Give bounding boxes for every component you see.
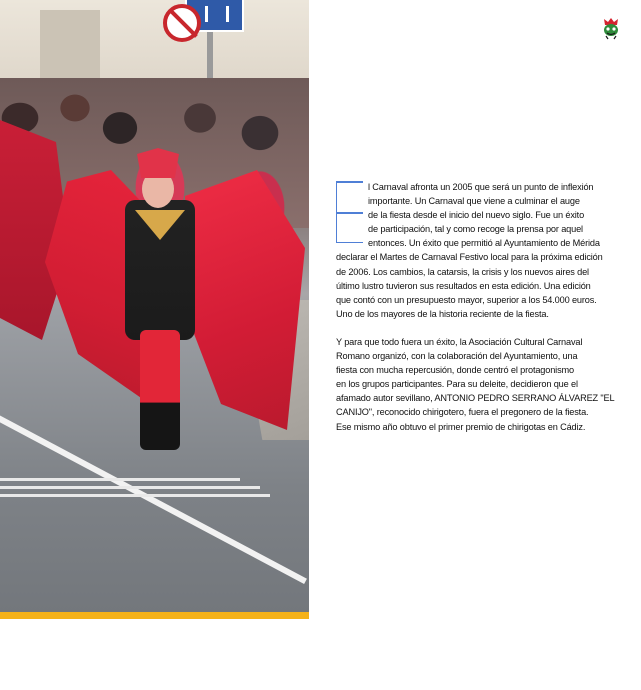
text-line: l Carnaval afronta un 2005 que será un punto de inflexión: [368, 182, 594, 192]
text-line: afamado autor sevillano, ANTONIO PEDRO SERRANO ÁLVAREZ "EL: [336, 393, 615, 404]
text-line: declarar el Martes de Carnaval Festivo local para la próxima edición: [336, 252, 603, 263]
paragraph-2: [336, 335, 615, 434]
text-line: importante. Un Carnaval que viene a culminar el auge: [368, 196, 580, 207]
text-line: de la fiesta desde el inicio del nuevo siglo. Fue un éxito: [368, 210, 585, 221]
text-line: que contó con un presupuesto mayor, superior a los 54.000 euros.: [336, 294, 597, 305]
carnival-mask-logo-icon: [600, 16, 622, 40]
text-line: de participación, tal y como recoge la prensa por aquel: [368, 224, 583, 235]
text-line: último lustro tuvieron sus resultados en esta edición. Una edición: [336, 280, 591, 291]
accent-bar: [0, 612, 309, 619]
text-line: entonces. Un éxito que permitió al Ayuntamiento de Mérida: [368, 238, 600, 249]
text-line: Y para que todo fuera un éxito, la Asociación Cultural Carnaval: [336, 336, 583, 347]
article-text: [336, 180, 615, 434]
text-line: Uno de los mayores de la historia reciente de la fiesta.: [336, 308, 549, 319]
text-line: Romano organizó, con la colaboración del Ayuntamiento, una: [336, 351, 578, 362]
text-line: fiesta con mucha repercusión, donde centró el protagonismo: [336, 365, 574, 376]
paragraph-1: [336, 180, 603, 321]
text-line: de 2006. Los cambios, la catarsis, la crisis y los nuevos aires del: [336, 266, 589, 277]
text-line: Ese mismo año obtuvo el primer premio de chirigotas en Cádiz.: [336, 421, 586, 432]
text-line: en los grupos participantes. Para su deleite, decidieron que el: [336, 379, 578, 390]
text-line: CANIJO", reconocido chirigotero, fuera el pregonero de la fiesta.: [336, 407, 589, 418]
no-entry-sign-icon: [163, 4, 201, 42]
carnival-dancer-photo: [0, 0, 309, 612]
